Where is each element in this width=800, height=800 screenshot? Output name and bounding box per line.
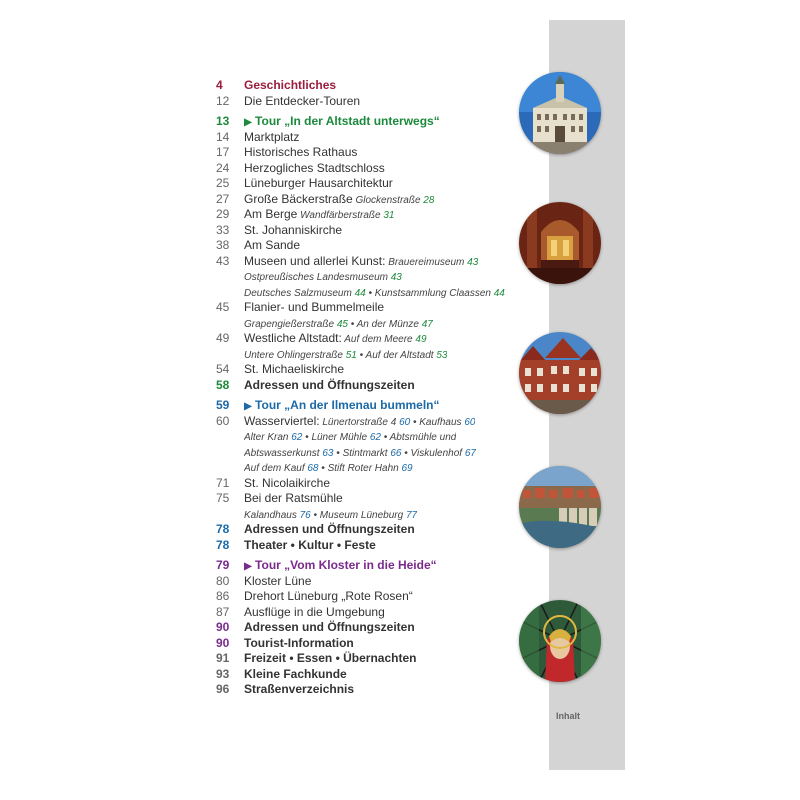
entry-title — [244, 207, 394, 224]
entry-text: Lüneburger Hausarchitektur — [244, 176, 393, 190]
sub-entry: • Museum Lüneburg 77 — [310, 509, 418, 521]
stained-glass-photo — [519, 600, 601, 682]
toc-entry[interactable] — [216, 507, 516, 523]
entry-title — [244, 378, 415, 394]
page-number: 25 — [216, 176, 230, 190]
sub-page-number: 51 — [345, 349, 357, 361]
arrow-icon: ▶ — [244, 401, 252, 412]
sub-entry: • Viskulenhof 67 — [401, 447, 476, 459]
toc-entry[interactable] — [216, 445, 516, 461]
entry-text: Kleine Fachkunde — [244, 666, 347, 681]
entry-title — [244, 667, 347, 683]
sub-page-number: 76 — [299, 509, 311, 521]
toc-entry[interactable] — [216, 682, 516, 698]
toc-entry[interactable] — [216, 558, 516, 574]
toc-entry[interactable] — [216, 620, 516, 636]
sub-entry — [385, 257, 478, 268]
entry-title — [244, 620, 415, 636]
entry-title — [244, 254, 478, 271]
sub-page-number: 53 — [436, 349, 448, 361]
entry-title — [244, 460, 413, 477]
page-number: 4 — [216, 78, 223, 92]
toc-entry[interactable] — [216, 285, 516, 301]
sub-page-number: 43 — [390, 272, 402, 283]
page-number: 80 — [216, 573, 230, 588]
entry-text: Geschichtliches — [244, 78, 337, 92]
sub-entry-text: Abtsmühle und — [389, 432, 457, 443]
page-number: 78 — [216, 522, 230, 536]
toc-entry[interactable] — [216, 522, 516, 538]
sub-entry-text: Glockenstraße — [355, 194, 421, 206]
sub-entry: • Stintmarkt 66 — [333, 447, 402, 459]
entry-title — [244, 651, 416, 667]
page-number: 38 — [216, 238, 230, 252]
page-number: 24 — [216, 160, 230, 175]
entry-title — [244, 114, 440, 131]
page-number: 96 — [216, 682, 230, 696]
entry-text: Ausflüge in die Umgebung — [244, 604, 385, 619]
entry-title — [244, 522, 415, 538]
sub-entry: • Abtsmühle und — [380, 432, 457, 443]
toc-entry[interactable] — [216, 269, 516, 285]
sub-page-number: 60 — [399, 416, 411, 428]
sub-entry — [244, 288, 366, 299]
sub-entry: • Lüner Mühle 62 — [302, 432, 381, 443]
toc-entry[interactable] — [216, 114, 516, 130]
toc-entry[interactable] — [216, 161, 516, 177]
entry-text: Am Berge — [244, 207, 298, 221]
toc-entry[interactable] — [216, 145, 516, 161]
sub-entry-text: Brauereimuseum — [388, 256, 465, 268]
toc-entry[interactable] — [216, 254, 516, 270]
brick-houses-photo — [519, 332, 601, 414]
entry-title — [244, 476, 330, 492]
toc-entry[interactable] — [216, 300, 516, 316]
town-hall-photo — [519, 72, 601, 154]
toc-entry[interactable] — [216, 378, 516, 394]
entry-title — [244, 285, 505, 302]
entry-title — [244, 223, 342, 239]
entry-title — [244, 300, 384, 316]
toc-entry[interactable] — [216, 476, 516, 492]
sub-entry-text: Museum Lüneburg — [319, 509, 404, 521]
entry-text: Straßenverzeichnis — [244, 682, 355, 696]
sub-page-number: 31 — [383, 210, 395, 221]
toc-entry[interactable] — [216, 94, 516, 110]
page-number: 59 — [216, 398, 230, 412]
sub-entry: • Auf der Altstadt 53 — [356, 349, 448, 361]
page-number: 45 — [216, 300, 230, 314]
page-number: 14 — [216, 129, 230, 144]
sub-entry-text: Wandfärberstraße — [300, 210, 381, 221]
entry-title — [244, 605, 385, 621]
entry-title — [244, 398, 440, 415]
sub-page-number: 69 — [401, 463, 413, 474]
entry-title — [244, 682, 354, 698]
entry-title — [244, 316, 433, 333]
page-number: 17 — [216, 145, 230, 159]
entry-title — [244, 362, 344, 378]
sub-page-number: 43 — [467, 256, 479, 268]
page-number: 12 — [216, 93, 230, 108]
sub-page-number: 63 — [322, 447, 334, 459]
toc-entry[interactable] — [216, 207, 516, 223]
entry-text: Wasserviertel: — [244, 413, 320, 428]
section-label: Inhalt — [556, 711, 580, 721]
sub-entry-text: Stift Roter Hahn — [327, 463, 399, 474]
toc-entry[interactable] — [216, 398, 516, 414]
sub-entry — [244, 463, 319, 474]
entry-title — [244, 589, 413, 605]
sub-entry — [320, 417, 411, 428]
sub-entry-text: Lünertorstraße 4 — [322, 416, 397, 428]
entry-text: Adressen und Öffnungszeiten — [244, 377, 415, 392]
entry-text: Theater • Kultur • Feste — [244, 537, 376, 552]
sub-entry: • Kaufhaus 60 — [410, 416, 476, 428]
entry-text: Drehort Lüneburg „Rote Rosen“ — [244, 589, 413, 603]
toc-entry[interactable] — [216, 636, 516, 652]
page-number: 79 — [216, 558, 230, 572]
entry-text: Die Entdecker-Touren — [244, 93, 361, 108]
sub-page-number: 45 — [336, 318, 348, 330]
toc-entry[interactable] — [216, 429, 516, 445]
entry-text: Große Bäckerstraße — [244, 191, 353, 206]
entry-text: Am Sande — [244, 238, 301, 252]
sub-page-number: 44 — [354, 287, 366, 299]
entry-title — [244, 161, 385, 177]
sub-entry-text: Auf dem Meere — [344, 334, 413, 345]
entry-title — [244, 574, 311, 590]
sub-entry-text: Auf dem Kauf — [244, 463, 305, 474]
church-interior-image — [519, 202, 601, 284]
entry-text: St. Michaeliskirche — [244, 362, 345, 376]
sub-entry-text: Alter Kran — [244, 432, 289, 443]
sub-page-number: 67 — [464, 447, 476, 459]
sub-page-number: 60 — [464, 416, 476, 428]
entry-text: Tourist-Information — [244, 635, 354, 650]
toc-entry[interactable] — [216, 331, 516, 347]
page-number: 78 — [216, 537, 230, 552]
entry-title — [244, 269, 402, 286]
page-number: 87 — [216, 604, 230, 619]
entry-text: Bei der Ratsmühle — [244, 491, 343, 505]
arrow-icon: ▶ — [244, 117, 252, 128]
page-number: 58 — [216, 377, 230, 392]
entry-text: Kloster Lüne — [244, 573, 312, 588]
entry-title — [244, 176, 393, 192]
sub-entry-text: Kalandhaus — [244, 509, 297, 521]
sub-page-number: 44 — [493, 287, 505, 299]
toc-entry[interactable] — [216, 667, 516, 683]
aerial-river-image — [519, 466, 601, 548]
page-number: 49 — [216, 331, 230, 345]
entry-text: Adressen und Öffnungszeiten — [244, 620, 415, 634]
page-number: 90 — [216, 635, 230, 650]
sub-entry — [353, 195, 435, 206]
entry-title — [244, 558, 437, 575]
sub-page-number: 68 — [307, 463, 319, 474]
sub-entry — [297, 210, 394, 221]
entry-text: St. Nicolaikirche — [244, 475, 331, 490]
aerial-river-photo — [519, 466, 601, 548]
page-number: 86 — [216, 589, 230, 603]
toc-entry[interactable] — [216, 347, 516, 363]
entry-text: Historisches Rathaus — [244, 145, 358, 159]
toc-entry[interactable] — [216, 238, 516, 254]
entry-text: Tour „Vom Kloster in die Heide“ — [255, 558, 437, 572]
sub-page-number: 66 — [390, 447, 402, 459]
town-hall-image — [519, 72, 601, 154]
table-of-contents — [216, 78, 516, 698]
sub-entry-text: Untere Ohlingerstraße — [244, 349, 343, 361]
toc-entry[interactable] — [216, 589, 516, 605]
entry-title — [244, 347, 447, 364]
entry-title — [244, 331, 427, 348]
page-number: 93 — [216, 666, 230, 681]
page-number: 33 — [216, 222, 230, 237]
toc-entry[interactable] — [216, 130, 516, 146]
entry-title — [244, 414, 475, 431]
page-number: 60 — [216, 413, 230, 428]
entry-title — [244, 491, 343, 507]
entry-text: Westliche Altstadt: — [244, 331, 342, 345]
entry-title — [244, 538, 376, 554]
entry-text: Tour „In der Altstadt unterwegs“ — [255, 114, 440, 128]
sub-entry — [244, 350, 357, 361]
sub-entry-text: Viskulenhof — [410, 447, 463, 459]
entry-title — [244, 507, 417, 524]
toc-entry[interactable] — [216, 223, 516, 239]
sub-entry-text: Kunstsammlung Claassen — [374, 287, 491, 299]
entry-title — [244, 445, 476, 462]
entry-title — [244, 636, 354, 652]
toc-entry[interactable] — [216, 176, 516, 192]
entry-text: Freizeit • Essen • Übernachten — [244, 651, 417, 665]
sub-entry — [244, 510, 311, 521]
sub-page-number: 62 — [369, 432, 381, 443]
page-number: 75 — [216, 491, 230, 505]
sub-entry: • Kunstsammlung Claassen 44 — [365, 287, 505, 299]
brick-houses-image — [519, 332, 601, 414]
church-interior-photo — [519, 202, 601, 284]
sub-entry-text: Lüner Mühle — [311, 432, 368, 443]
toc-entry[interactable] — [216, 362, 516, 378]
entry-title — [244, 94, 360, 110]
page-number: 91 — [216, 651, 230, 665]
sub-entry — [244, 432, 302, 443]
toc-entry[interactable] — [216, 78, 516, 94]
page-number: 71 — [216, 475, 230, 490]
sub-entry-text: Auf der Altstadt — [365, 349, 434, 361]
entry-title — [244, 429, 456, 446]
toc-entry[interactable] — [216, 574, 516, 590]
sub-page-number: 49 — [415, 334, 427, 345]
sub-entry-text: Abtswasserkunst — [244, 447, 320, 459]
sub-entry-text: Ostpreußisches Landesmuseum — [244, 272, 388, 283]
sub-entry-text: Stintmarkt — [342, 447, 388, 459]
sub-entry: • An der Münze 47 — [347, 318, 433, 330]
entry-text: Tour „An der Ilmenau bummeln“ — [255, 398, 440, 412]
sub-page-number: 28 — [423, 194, 435, 206]
sub-entry — [244, 272, 402, 283]
sub-entry-text: Deutsches Salzmuseum — [244, 287, 352, 299]
page-number: 54 — [216, 362, 230, 376]
entry-title — [244, 78, 336, 94]
entry-title — [244, 192, 434, 209]
sub-entry — [244, 319, 348, 330]
toc-entry[interactable] — [216, 414, 516, 430]
stained-glass-image — [519, 600, 601, 682]
entry-text: Marktplatz — [244, 129, 300, 144]
sub-page-number: 62 — [291, 432, 303, 443]
page-number: 27 — [216, 191, 230, 206]
page-number: 90 — [216, 620, 230, 634]
page-number: 13 — [216, 114, 230, 128]
toc-entry[interactable] — [216, 491, 516, 507]
sub-page-number: 47 — [421, 318, 433, 330]
entry-title — [244, 130, 299, 146]
entry-text: St. Johanniskirche — [244, 222, 343, 237]
sub-entry-text: An der Münze — [356, 318, 419, 330]
entry-title — [244, 238, 300, 254]
toc-entry[interactable] — [216, 605, 516, 621]
sub-page-number: 77 — [405, 509, 418, 521]
toc-entry[interactable] — [216, 651, 516, 667]
toc-entry[interactable] — [216, 316, 516, 332]
sub-entry — [342, 334, 427, 345]
toc-entry[interactable] — [216, 192, 516, 208]
entry-text: Adressen und Öffnungszeiten — [244, 522, 415, 536]
entry-text: Flanier- und Bummelmeile — [244, 300, 385, 314]
arrow-icon: ▶ — [244, 561, 252, 572]
toc-entry[interactable] — [216, 460, 516, 476]
entry-title — [244, 145, 357, 161]
sub-entry: • Stift Roter Hahn 69 — [318, 463, 413, 474]
sub-entry-text: Kaufhaus — [419, 416, 462, 428]
entry-text: Museen und allerlei Kunst: — [244, 253, 386, 268]
sub-entry-text: Grapengießerstraße — [244, 318, 335, 330]
toc-entry[interactable] — [216, 538, 516, 554]
page-number: 29 — [216, 207, 230, 221]
entry-text: Herzogliches Stadtschloss — [244, 160, 385, 175]
sub-entry — [244, 448, 334, 459]
page-number: 43 — [216, 253, 230, 268]
